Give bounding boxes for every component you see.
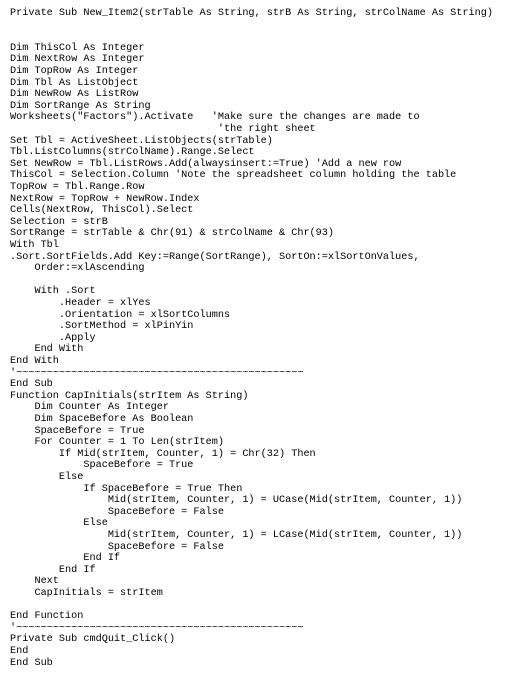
code-line: '~~~~~~~~~~~~~~~~~~~~~~~~~~~~~~~~~~~~~~~~~~~~~~~ [10,622,304,634]
code-line: End If [10,564,96,576]
code-line: End Sub [10,657,53,669]
code-line: Dim NewRow As ListRow [10,89,139,101]
code-line: SortRange = strTable & Chr(91) & strColName & Chr(93) [10,228,335,240]
code-line: Worksheets("Factors").Activate 'Make sure the changes are made to [10,112,420,124]
code-line: Private Sub New_Item2(strTable As String, strB As String, strColName As String) [10,8,493,19]
code-listing [10,0,505,698]
code-line: Dim NextRow As Integer [10,54,145,66]
code-line: End With [10,344,84,356]
code-line: Mid(strItem, Counter, 1) = UCase(Mid(strItem, Counter, 1)) [10,495,463,507]
code-line: NextRow = TopRow + NewRow.Index [10,193,200,205]
code-line: '~~~~~~~~~~~~~~~~~~~~~~~~~~~~~~~~~~~~~~~~~~~~~~~ [10,367,304,379]
code-line: If SpaceBefore = True Then [10,483,243,495]
code-line: Selection = strB [10,216,108,228]
code-line: TopRow = Tbl.Range.Row [10,182,145,193]
code-line: Mid(strItem, Counter, 1) = LCase(Mid(strItem, Counter, 1)) [10,530,463,541]
code-line: With Tbl [10,240,59,251]
code-line: Function CapInitials(strItem As String) [10,390,249,402]
code-line: .Apply [10,332,96,344]
code-line: ThisCol = Selection.Column 'Note the spreadsheet column holding the table [10,170,457,182]
code-line: SpaceBefore = False [10,541,224,553]
code-line: Else [10,518,108,530]
code-line: Order:=xlAscending [10,263,145,275]
code-line: Set NewRow = Tbl.ListRows.Add(alwaysinsert:=True) 'Add a new row [10,158,402,170]
code-line: End With [10,356,59,367]
code-line: With .Sort [10,286,96,298]
code-line: SpaceBefore = False [10,506,224,518]
code-line: Tbl.ListColumns(strColName).Range.Select [10,147,255,159]
code-line: Next [10,576,59,588]
code-line: .Header = xlYes [10,298,151,309]
code-line: Set Tbl = ActiveSheet.ListObjects(strTable) [10,135,273,147]
code-line: Dim Tbl As ListObject [10,77,139,89]
code-line: Else [10,472,84,483]
code-line: Private Sub cmdQuit_Click() [10,634,176,646]
code-line: Cells(NextRow, ThisCol).Select [10,205,194,217]
code-line: SpaceBefore = True [10,425,145,437]
code-line: End Function [10,611,84,623]
code-line: Dim TopRow As Integer [10,66,139,77]
code-line: SpaceBefore = True [10,460,194,472]
code-line: .SortMethod = xlPinYin [10,321,194,333]
code-line: .Sort.SortFields.Add Key:=Range(SortRange), SortOn:=xlSortOnValues, [10,251,420,263]
code-line: .Orientation = xlSortColumns [10,309,231,321]
code-line: Dim SpaceBefore As Boolean [10,414,194,425]
code-line: End [10,646,29,657]
code-line: Dim SortRange As String [10,100,151,112]
code-line: 'the right sheet [10,124,316,135]
code-line: For Counter = 1 To Len(strItem) [10,437,224,449]
code-line: CapInitials = strItem [10,588,163,599]
code-line: Dim Counter As Integer [10,402,169,414]
code-line: If Mid(strItem, Counter, 1) = Chr(32) Then [10,448,316,460]
code-line: Dim ThisCol As Integer [10,42,145,54]
code-line: End Sub [10,379,53,391]
code-line: End If [10,553,121,565]
